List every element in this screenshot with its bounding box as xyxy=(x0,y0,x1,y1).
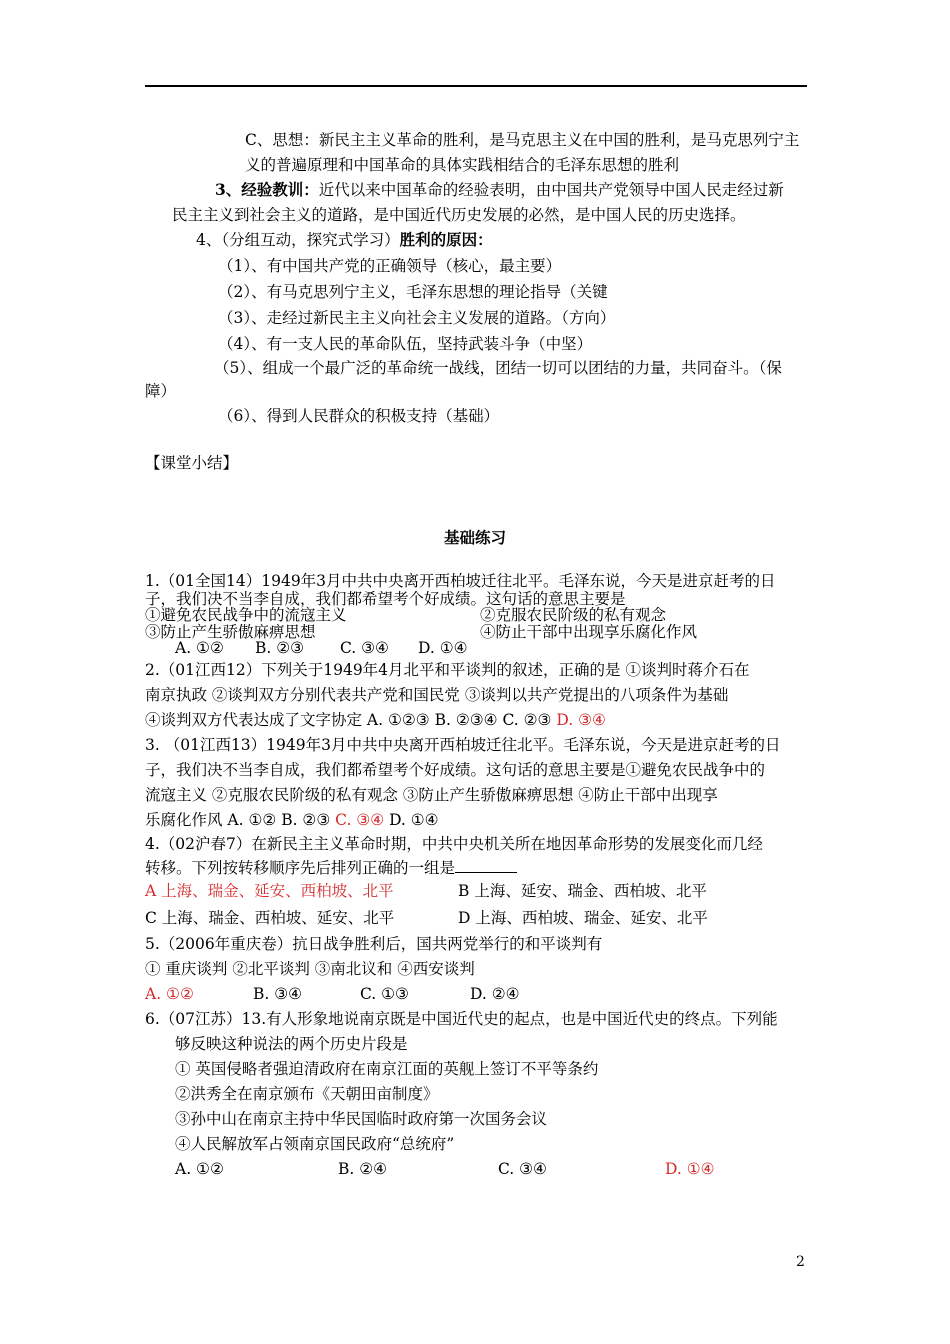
q5-choice-a: A. ①② xyxy=(145,985,194,1003)
reason-item: （5）、组成一个最广泛的革命统一战线，团结一切可以团结的力量，共同奋斗。（保 xyxy=(214,359,782,377)
header-rule xyxy=(145,85,807,87)
q1-choice-c: C. ③④ xyxy=(340,639,389,657)
q1-choice-d: D. ①④ xyxy=(418,639,468,657)
q3-line3: 流寇主义 ②克服农民阶级的私有观念 ③防止产生骄傲麻痹思想 ④防止干部中出现享 xyxy=(145,786,718,804)
reason-item: （4）、有一支人民的革命队伍，坚持武装斗争（中坚） xyxy=(218,335,593,353)
q3-line1: 3. （01江西13）1949年3月中共中央离开西柏坡迁往北平。毛泽东说，今天是进京赶考的日 xyxy=(145,736,781,754)
q4-choice-d: D 上海、西柏坡、瑞金、延安、北平 xyxy=(458,909,708,927)
q6-choice-a: A. ①② xyxy=(175,1160,224,1178)
exercises-title: 基础练习 xyxy=(443,528,506,547)
reasons-title: 胜利的原因： xyxy=(399,230,493,249)
q3-answer: C. ③④ xyxy=(335,811,385,829)
q1-option-1: ①避免农民战争中的流寇主义 xyxy=(145,606,347,624)
q4-line1: 4.（02沪春7）在新民主主义革命时期，中共中央机关所在地因革命形势的发展变化而几经 xyxy=(145,835,763,853)
q5-choice-c: C. ①③ xyxy=(360,985,409,1003)
c-thought-line2: 义的普遍原理和中国革命的具体实践相结合的毛泽东思想的胜利 xyxy=(245,156,680,174)
c-thought-line1: C、思想：新民主主义革命的胜利，是马克思主义在中国的胜利，是马克思列宁主 xyxy=(245,131,800,149)
q4-answer-blank xyxy=(455,858,517,873)
q5-line2: ① 重庆谈判 ②北平谈判 ③南北议和 ④西安谈判 xyxy=(145,960,475,978)
lesson-label: 3、经验教训： xyxy=(215,180,319,199)
lesson-line1: 3、经验教训：近代以来中国革命的经验表明，由中国共产党领导中国人民走经过新 xyxy=(215,180,784,199)
q6-choice-d: D. ①④ xyxy=(665,1160,715,1178)
q1-option-3: ③防止产生骄傲麻痹思想 xyxy=(145,623,316,641)
q4-choice-a: A 上海、瑞金、延安、西柏坡、北平 xyxy=(145,882,394,900)
q1-line2: 子，我们决不当李自成，我们都希望考个好成绩。这句话的意思主要是 xyxy=(145,590,626,608)
page-number: 2 xyxy=(796,1254,805,1270)
q6-choice-b: B. ②④ xyxy=(338,1160,388,1178)
q1-choice-a: A. ①② xyxy=(175,639,224,657)
q6-option-4: ④人民解放军占领南京国民政府“总统府” xyxy=(175,1135,455,1153)
reasons-heading: 4、（分组互动，探究式学习）胜利的原因： xyxy=(196,230,493,249)
class-summary-label: 【课堂小结】 xyxy=(145,454,239,472)
reason-item: （2）、有马克思列宁主义，毛泽东思想的理论指导（关键 xyxy=(218,283,608,301)
q2-line2: 南京执政 ②谈判双方分别代表共产党和国民党 ③谈判以共产党提出的八项条件为基础 xyxy=(145,686,729,704)
q1-option-2: ②克服农民阶级的私有观念 xyxy=(480,606,667,624)
q3-line2: 子，我们决不当李自成，我们都希望考个好成绩。这句话的意思主要是①避免农民战争中的 xyxy=(145,761,766,779)
lesson-line2: 民主主义到社会主义的道路，是中国近代历史发展的必然，是中国人民的历史选择。 xyxy=(172,206,746,224)
reason-item-cont: 障） xyxy=(145,382,177,400)
q6-line2: 够反映这种说法的两个历史片段是 xyxy=(175,1035,408,1053)
q4-choice-c: C 上海、瑞金、西柏坡、延安、北平 xyxy=(145,909,395,927)
reason-item: （3）、走经过新民主主义向社会主义发展的道路。（方向） xyxy=(218,309,616,327)
q6-choice-c: C. ③④ xyxy=(498,1160,547,1178)
q6-option-1: ① 英国侵略者强迫清政府在南京江面的英舰上签订不平等条约 xyxy=(175,1060,599,1078)
q3-line4: 乐腐化作风 A. ①② B. ②③ C. ③④ D. ①④ xyxy=(145,811,439,829)
q2-line3: ④谈判双方代表达成了文字协定 A. ①②③ B. ②③④ C. ②③ D. ③④ xyxy=(145,711,606,729)
reason-item: （1）、有中国共产党的正确领导（核心，最主要） xyxy=(218,257,562,275)
q1-line1: 1.（01全国14）1949年3月中共中央离开西柏坡迁往北平。毛泽东说，今天是进京赶考的日 xyxy=(145,572,776,590)
q1-option-4: ④防止干部中出现享乐腐化作风 xyxy=(480,623,698,641)
q6-option-3: ③孙中山在南京主持中华民国临时政府第一次国务会议 xyxy=(175,1110,548,1128)
q4-choice-b: B 上海、延安、瑞金、西柏坡、北平 xyxy=(458,882,707,900)
q5-choice-d: D. ②④ xyxy=(470,985,520,1003)
q2-line1: 2.（01江西12）下列关于1949年4月北平和平谈判的叙述，正确的是 ①谈判时蒋介石在 xyxy=(145,661,750,679)
q1-choice-b: B. ②③ xyxy=(255,639,305,657)
q2-answer: D. ③④ xyxy=(556,711,606,729)
q6-option-2: ②洪秀全在南京颁布《天朝田亩制度》 xyxy=(175,1085,439,1103)
q5-choice-b: B. ③④ xyxy=(253,985,303,1003)
q5-line1: 5.（2006年重庆卷）抗日战争胜利后，国共两党举行的和平谈判有 xyxy=(145,935,603,953)
reason-item: （6）、得到人民群众的积极支持（基础） xyxy=(218,407,500,425)
q6-line1: 6.（07江苏）13.有人形象地说南京既是中国近代史的起点，也是中国近代史的终点。下列能 xyxy=(145,1010,778,1028)
q4-line2: 转移。下列按转移顺序先后排列正确的一组是 xyxy=(145,858,517,878)
